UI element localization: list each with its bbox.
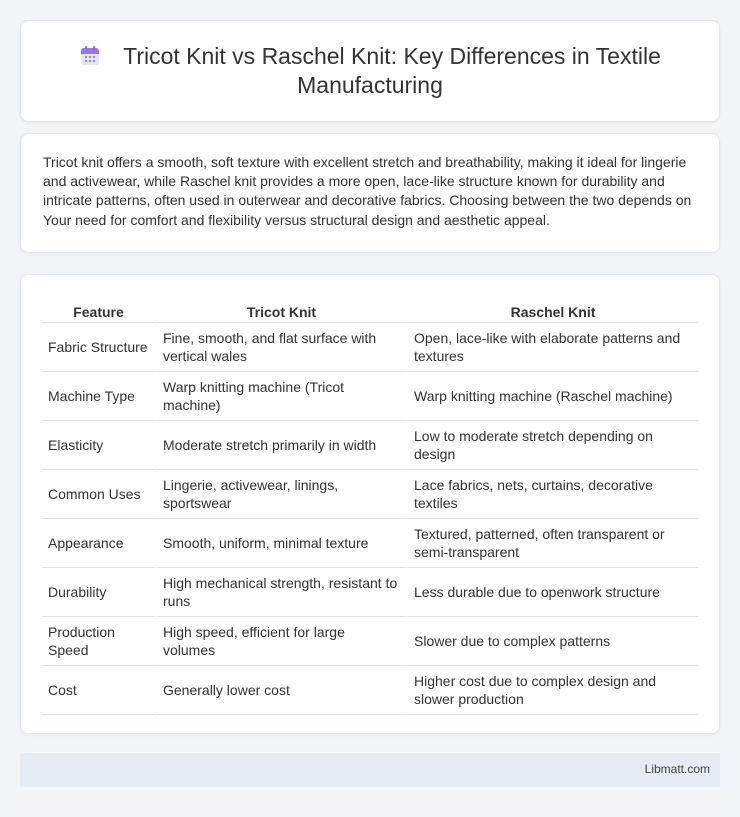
header-tricot: Tricot Knit [155, 294, 406, 323]
raschel-cell: Open, lace-like with elaborate patterns and textures [406, 323, 698, 372]
summary-card [20, 133, 720, 253]
raschel-cell: Lace fabrics, nets, curtains, decorative textiles [406, 470, 698, 519]
raschel-cell: Low to moderate stretch depending on design [406, 421, 698, 470]
title-line-1: Tricot Knit vs Raschel Knit: Key Differences in Textile [123, 43, 661, 69]
raschel-cell: Less durable due to openwork structure [406, 568, 698, 617]
raschel-cell: Higher cost due to complex design and slower production [406, 666, 698, 715]
calendar-icon [79, 45, 101, 67]
tricot-cell: High speed, efficient for large volumes [155, 617, 406, 666]
header-raschel: Raschel Knit [406, 294, 698, 323]
tricot-cell: High mechanical strength, resistant to runs [155, 568, 406, 617]
raschel-cell: Slower due to complex patterns [406, 617, 698, 666]
feature-cell: Durability [42, 568, 155, 617]
comparison-card [20, 274, 720, 734]
table-row [42, 666, 698, 715]
table-row [42, 323, 698, 372]
feature-cell: Cost [42, 666, 155, 715]
title-line-2: Manufacturing [297, 72, 443, 98]
tricot-cell: Warp knitting machine (Tricot machine) [155, 372, 406, 421]
feature-cell: Appearance [42, 519, 155, 568]
summary-text: Tricot knit offers a smooth, soft texture with excellent stretch and breathability, making it ideal for lingerie and activewear, while Raschel knit provides a more open, lace-like structure known for durability and intricate patterns, often used in outerwear and decorative fabrics. Choosing between the two depends on Your need for comfort and flexibility versus structural design and aesthetic appeal. [43, 154, 692, 228]
feature-cell: Machine Type [42, 372, 155, 421]
feature-cell: Elasticity [42, 421, 155, 470]
footer-brand-link[interactable]: Libmatt.com [644, 762, 710, 776]
title-card [20, 20, 720, 122]
raschel-cell: Textured, patterned, often transparent or semi-transparent [406, 519, 698, 568]
table-row [42, 519, 698, 568]
tricot-cell: Lingerie, activewear, linings, sportswear [155, 470, 406, 519]
comparison-table [42, 294, 698, 715]
tricot-cell: Smooth, uniform, minimal texture [155, 519, 406, 568]
table-row [42, 421, 698, 470]
feature-cell: Fabric Structure [42, 323, 155, 372]
header-feature: Feature [42, 294, 155, 323]
feature-cell: Common Uses [42, 470, 155, 519]
footer-bar [20, 753, 720, 787]
raschel-cell: Warp knitting machine (Raschel machine) [406, 372, 698, 421]
table-row [42, 470, 698, 519]
feature-cell: Production Speed [42, 617, 155, 666]
tricot-cell: Moderate stretch primarily in width [155, 421, 406, 470]
table-row [42, 617, 698, 666]
table-row [42, 372, 698, 421]
page-title [79, 42, 661, 100]
table-row [42, 568, 698, 617]
tricot-cell: Fine, smooth, and flat surface with vertical wales [155, 323, 406, 372]
table-header-row [42, 294, 698, 323]
tricot-cell: Generally lower cost [155, 666, 406, 715]
